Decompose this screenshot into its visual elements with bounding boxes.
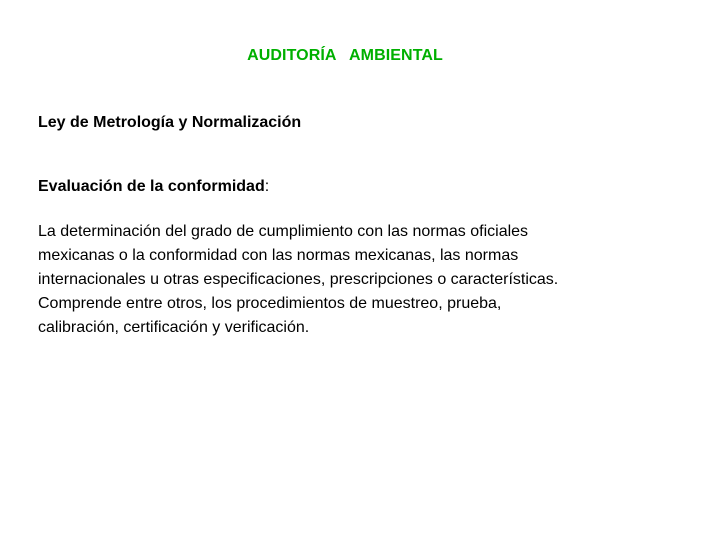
section-colon: : [264,178,270,195]
law-heading: Ley de Metrología y Normalización [38,114,302,131]
definition-paragraph [38,220,678,340]
section-heading-line [38,178,269,196]
paragraph-line: mexicanas o la conformidad con las normas mexicanas, las normas [38,247,519,264]
paragraph-line: Comprende entre otros, los procedimientos de muestreo, prueba, [38,295,502,312]
paragraph-line: calibración, certificación y verificación. [38,319,310,336]
paragraph-line: internacionales u otras especificaciones, prescripciones o características. [38,271,559,288]
slide-title: AUDITORÍA AMBIENTAL [247,47,443,64]
section-heading: Evaluación de la conformidad [38,178,265,195]
paragraph-line: La determinación del grado de cumplimiento con las normas oficiales [38,223,529,240]
